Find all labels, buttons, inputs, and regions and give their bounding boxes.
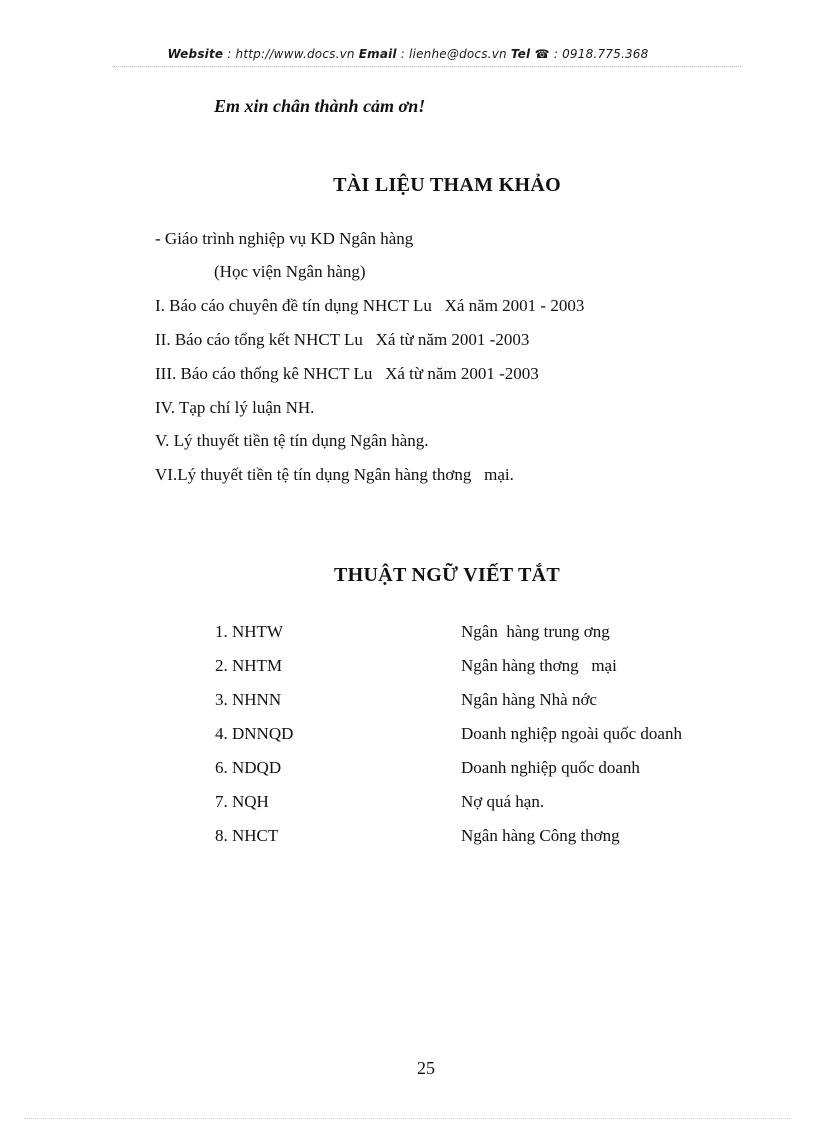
abbreviation-meaning: Ngân hàng trung ơng: [461, 622, 610, 641]
reference-item: V. Lý thuyết tiền tệ tín dụng Ngân hàng.: [155, 431, 429, 450]
abbreviation-code: 8. NHCT: [215, 826, 279, 845]
abbreviation-meaning: Nợ quá hạn.: [461, 792, 545, 811]
abbreviations-title: THUẬT NGỮ VIẾT TẮT: [333, 564, 561, 586]
reference-item: VI.Lý thuyết tiền tệ tín dụng Ngân hàng thơng mại.: [155, 465, 514, 484]
footer-divider: [24, 1118, 792, 1119]
email-value: : lienhe@docs.vn: [396, 47, 511, 61]
website-label: Website: [167, 47, 224, 61]
abbreviation-code: 7. NQH: [215, 792, 269, 811]
tel-value: : 0918.775.368: [549, 47, 649, 61]
tel-label: Tel ☎: [510, 47, 550, 61]
abbreviation-code: 4. DNNQD: [215, 724, 294, 743]
reference-item: III. Báo cáo thống kê NHCT Lu Xá từ năm 2001 -2003: [155, 364, 539, 383]
page-header: [0, 47, 816, 61]
page-number: 25: [417, 1058, 435, 1078]
abbreviation-code: 6. NDQD: [215, 758, 282, 777]
thanks-line: Em xin chân thành cảm ơn!: [214, 96, 426, 116]
abbreviation-code: 2. NHTM: [215, 656, 283, 675]
header-divider: [113, 66, 741, 67]
references-title: TÀI LIỆU THAM KHẢO: [333, 174, 561, 196]
abbreviation-meaning: Doanh nghiệp ngoài quốc doanh: [461, 724, 682, 743]
abbreviation-meaning: Doanh nghiệp quốc doanh: [461, 758, 640, 777]
reference-item: IV. Tạp chí lý luận NH.: [155, 398, 315, 417]
reference-item: - Giáo trình nghiệp vụ KD Ngân hàng: [155, 229, 414, 248]
abbreviation-code: 3. NHNN: [215, 690, 282, 709]
email-label: Email: [358, 47, 397, 61]
abbreviation-meaning: Ngân hàng Công thơng: [461, 826, 620, 845]
website-value: : http://www.docs.vn: [223, 47, 359, 61]
abbreviation-row: [215, 826, 735, 886]
abbreviation-code: 1. NHTW: [215, 622, 283, 641]
abbreviation-meaning: Ngân hàng thơng mại: [461, 656, 617, 675]
reference-item: (Học viện Ngân hàng): [214, 262, 366, 281]
abbreviation-meaning: Ngân hàng Nhà nớc: [461, 690, 597, 709]
reference-item: I. Báo cáo chuyên đề tín dụng NHCT Lu Xá năm 2001 - 2003: [155, 296, 585, 315]
reference-item: II. Báo cáo tổng kết NHCT Lu Xá từ năm 2001 -2003: [155, 330, 530, 349]
